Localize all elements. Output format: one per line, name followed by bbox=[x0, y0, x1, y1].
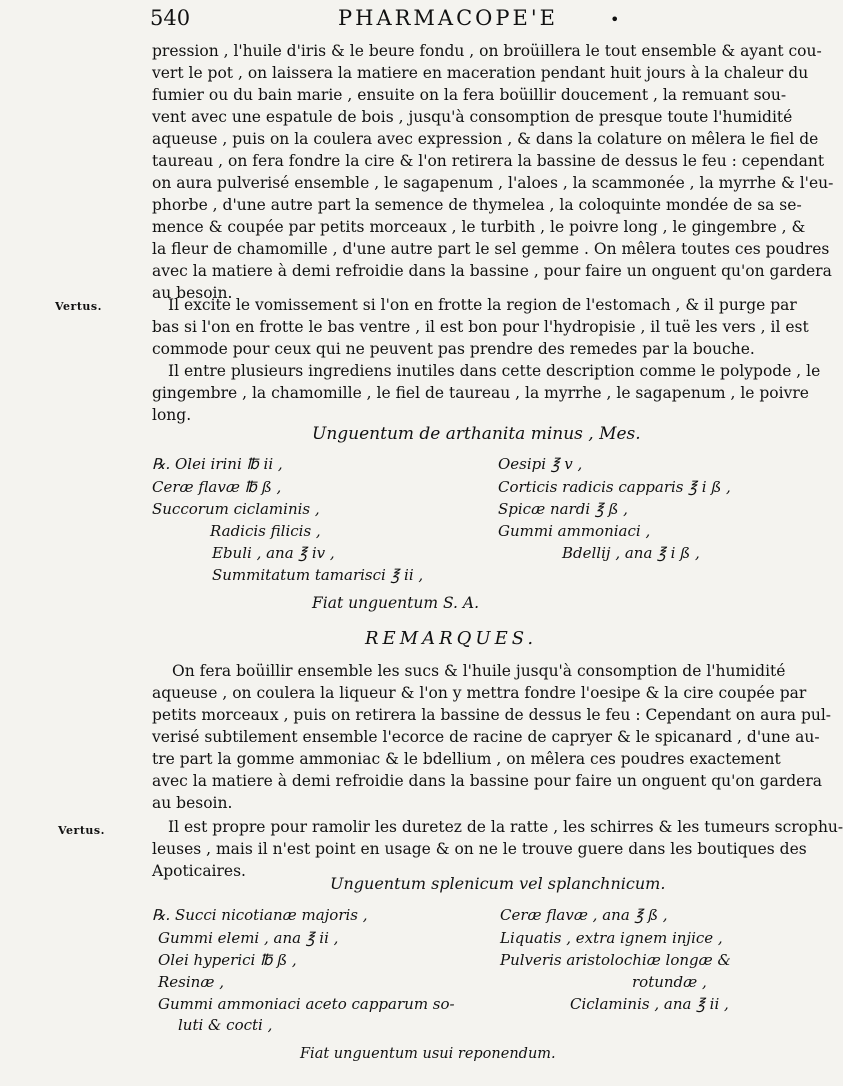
text-line: aqueuse , puis on la coulera avec expression , & dans la colature on mêlera le fiel de bbox=[152, 130, 819, 148]
ingredient: Liquatis , extra ignem injice , bbox=[500, 929, 723, 947]
ingredient: Ceræ flavæ , ana ℥ ß , bbox=[500, 906, 668, 924]
ingredient: Summitatum tamarisci ℥ ii , bbox=[212, 566, 424, 584]
recipe-title: Unguentum de arthanita minus , Mes. bbox=[312, 424, 641, 444]
recipe-title-2: Unguentum splenicum vel splanchnicum. bbox=[330, 874, 666, 893]
ingredient: Succorum ciclaminis , bbox=[152, 500, 320, 518]
ingredient: Pulveris aristolochiæ longæ & bbox=[500, 951, 731, 969]
margin-note-vertus: Vertus. bbox=[58, 824, 105, 837]
text-line: leuses , mais il n'est point en usage & on ne le trouve guere dans les boutiques des bbox=[152, 840, 807, 858]
text-line: avec la matiere à demi refroidie dans la bassine , pour faire un onguent qu'on gardera bbox=[152, 262, 832, 280]
ingredient: ℞. Olei irini ℔ ii , bbox=[152, 455, 283, 473]
paragraph-ingredients-note bbox=[152, 360, 821, 426]
text-line: au besoin. bbox=[152, 794, 233, 812]
ingredient: luti & cocti , bbox=[178, 1016, 273, 1034]
header-ornament: • bbox=[610, 10, 620, 29]
text-line: verisé subtilement ensemble l'ecorce de racine de capryer & le spicanard , d'une au- bbox=[152, 728, 820, 746]
ingredient: Oesipi ℥ v , bbox=[498, 455, 583, 473]
ingredient: Ciclaminis , ana ℥ ii , bbox=[570, 995, 729, 1013]
paragraph-preparation bbox=[152, 40, 834, 304]
ingredient: rotundæ , bbox=[632, 973, 707, 991]
text-line: mence & coupée par petits morceaux , le turbith , le poivre long , le gingembre , & bbox=[152, 218, 806, 236]
ingredient: Olei hyperici ℔ ß , bbox=[158, 951, 297, 969]
text-line: pression , l'huile d'iris & le beure fondu , on broüillera le tout ensemble & ayant cou- bbox=[152, 42, 822, 60]
text-line: commode pour ceux qui ne peuvent pas prendre des remedes par la bouche. bbox=[152, 340, 755, 358]
page-header bbox=[150, 6, 770, 38]
ingredient: Ceræ flavæ ℔ ß , bbox=[152, 478, 282, 496]
text-line: gingembre , la chamomille , le fiel de taureau , la myrrhe , le sagapenum , le poivre bbox=[152, 384, 809, 402]
text-line: avec la matiere à demi refroidie dans la bassine pour faire un onguent qu'on gardera bbox=[152, 772, 822, 790]
text-line: on aura pulverisé ensemble , le sagapenum , l'aloes , la scammonée , la myrrhe & l'eu- bbox=[152, 174, 834, 192]
text-line: petits morceaux , puis on retirera la bassine de dessus le feu : Cependant on aura pul- bbox=[152, 706, 832, 724]
text-line: long. bbox=[152, 406, 192, 424]
ingredient: ℞. Succi nicotianæ majoris , bbox=[152, 906, 368, 924]
paragraph-remarques bbox=[152, 660, 832, 814]
recipe-fiat-2: Fiat unguentum usui reponendum. bbox=[300, 1046, 556, 1062]
ingredient: Resinæ , bbox=[158, 973, 224, 991]
text-line: taureau , on fera fondre la cire & l'on retirera la bassine de dessus le feu : cependant bbox=[152, 152, 825, 170]
ingredient: Corticis radicis capparis ℥ i ß , bbox=[498, 478, 731, 496]
paragraph-vertus bbox=[152, 294, 809, 360]
ingredient: Gummi elemi , ana ℥ ii , bbox=[158, 929, 339, 947]
text-line: phorbe , d'une autre part la semence de thymelea , la coloquinte mondée de sa se- bbox=[152, 196, 802, 214]
text-line: bas si l'on en frotte le bas ventre , il est bon pour l'hydropisie , il tuë les vers , il est bbox=[152, 318, 809, 336]
text-line: au besoin. bbox=[152, 284, 233, 302]
text-line: fumier ou du bain marie , ensuite on la fera boüillir doucement , la remuant sou- bbox=[152, 86, 787, 104]
ingredient: Radicis filicis , bbox=[210, 522, 321, 540]
text-line: vert le pot , on laissera la matiere en maceration pendant huit jours à la chaleur du bbox=[152, 64, 809, 82]
ingredient: Gummi ammoniaci aceto capparum so- bbox=[158, 995, 455, 1013]
text-line: Il excite le vomissement si l'on en frotte la region de l'estomach , & il purge par bbox=[168, 296, 797, 314]
recipe-fiat: Fiat unguentum S. A. bbox=[312, 594, 480, 612]
text-line: Il est propre pour ramolir les duretez de la ratte , les schirres & les tumeurs scrophu- bbox=[168, 818, 843, 836]
running-title: PHARMACOPE'E bbox=[338, 6, 558, 30]
ingredient: Ebuli , ana ℥ iv , bbox=[212, 544, 335, 562]
text-line: vent avec une espatule de bois , jusqu'à consomption de presque toute l'humidité bbox=[152, 108, 793, 126]
margin-note-vertus: Vertus. bbox=[55, 300, 102, 313]
text-line: la fleur de chamomille , d'une autre part le sel gemme . On mêlera toutes ces poudres bbox=[152, 240, 830, 258]
text-line: aqueuse , on coulera la liqueur & l'on y mettra fondre l'oesipe & la cire coupée par bbox=[152, 684, 807, 702]
text-line: Il entre plusieurs ingrediens inutiles dans cette description comme le polypode , le bbox=[168, 362, 821, 380]
ingredient: Bdellij , ana ℥ i ß , bbox=[562, 544, 700, 562]
text-line: tre part la gomme ammoniac & le bdellium , on mêlera ces poudres exactement bbox=[152, 750, 781, 768]
ingredient: Gummi ammoniaci , bbox=[498, 522, 651, 540]
text-line: Apoticaires. bbox=[152, 862, 246, 880]
text-line: On fera boüillir ensemble les sucs & l'huile jusqu'à consomption de l'humidité bbox=[172, 662, 786, 680]
ingredient: Spicæ nardi ℥ ß , bbox=[498, 500, 628, 518]
paragraph-vertus-2 bbox=[152, 816, 843, 882]
page-number: 540 bbox=[150, 6, 191, 30]
remarques-heading: REMARQUES. bbox=[365, 628, 538, 649]
